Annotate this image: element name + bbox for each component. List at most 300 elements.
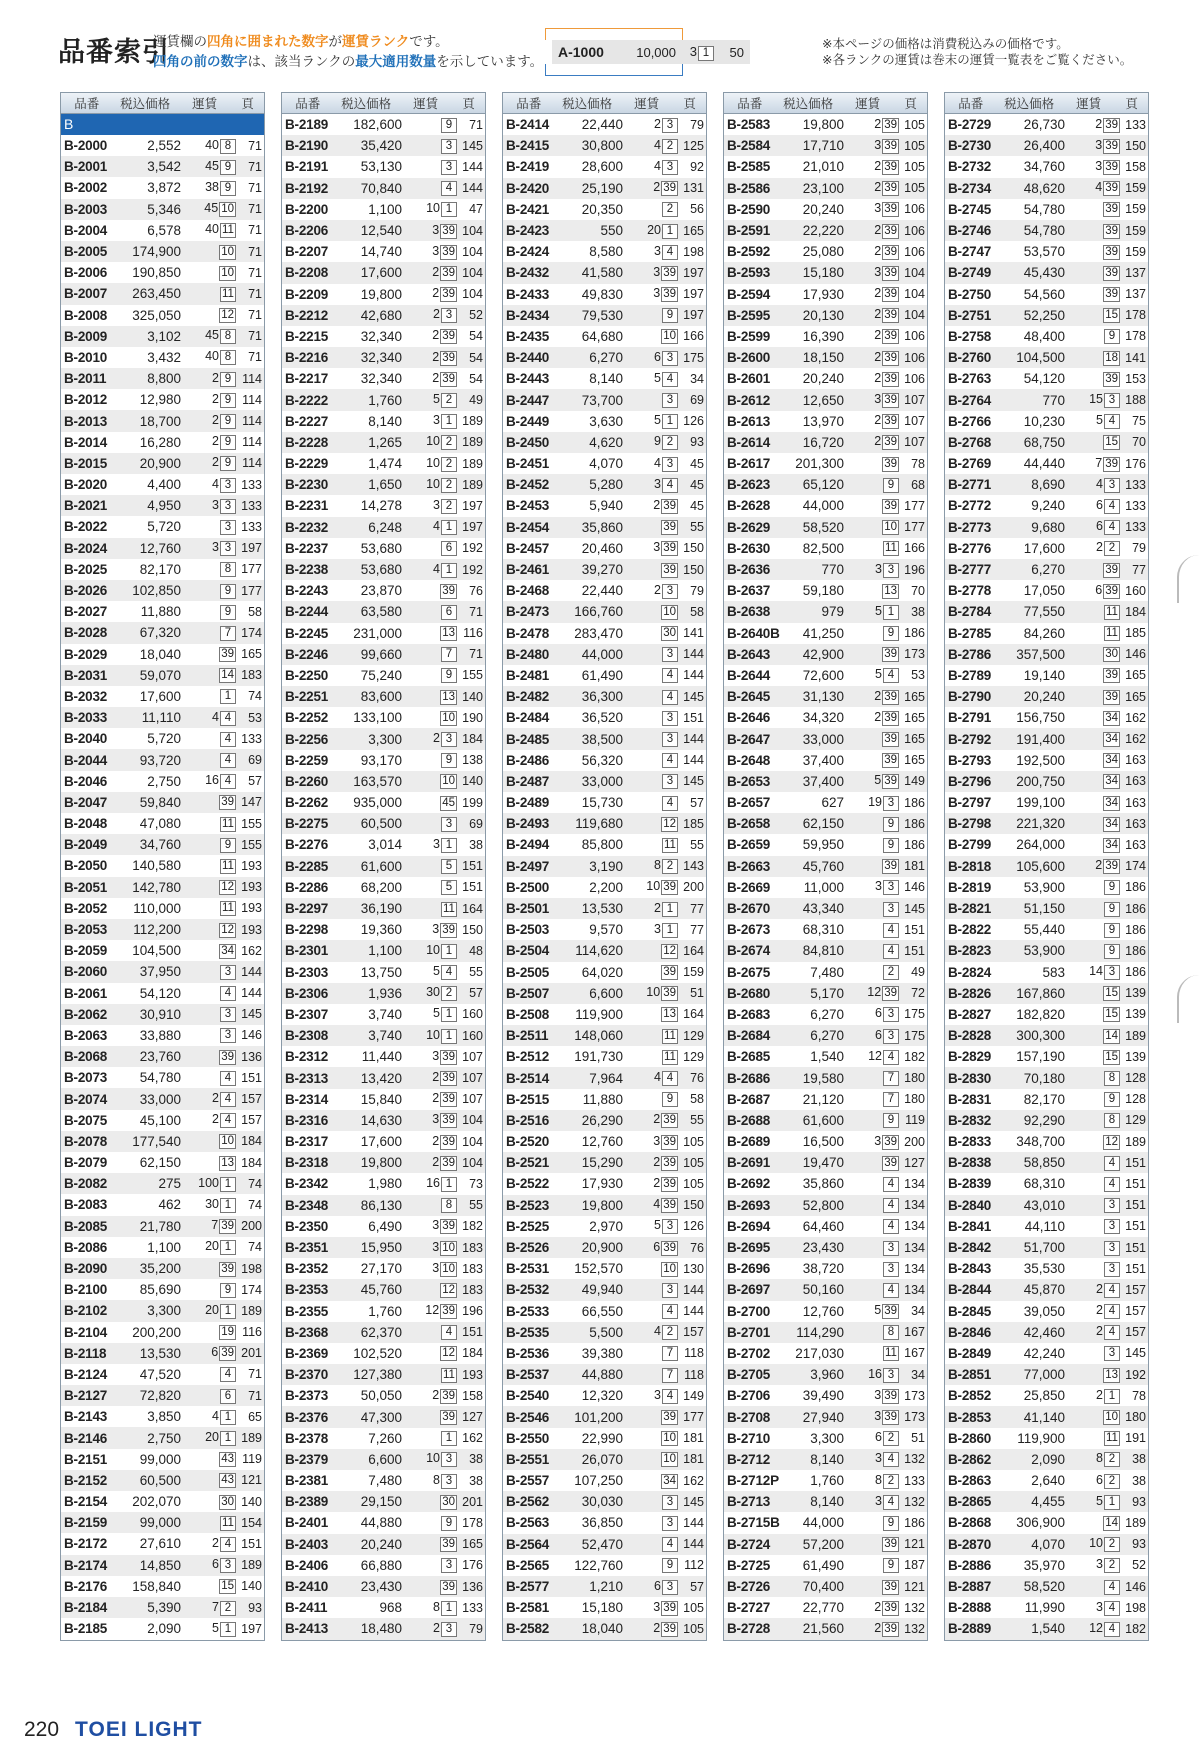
freight [402, 1028, 457, 1044]
freight-rank-box: 39 [884, 1389, 897, 1402]
freight [623, 117, 678, 133]
freight-rank-box: 4 [220, 1113, 236, 1128]
table-row [724, 1046, 927, 1067]
max-qty: 8 [654, 858, 661, 873]
price: 17,050 [1023, 583, 1065, 599]
freight [844, 1112, 899, 1128]
max-qty: 2 [432, 1070, 440, 1085]
price: 275 [158, 1176, 181, 1192]
price: 3,740 [368, 1028, 402, 1044]
freight-rank-box: 10 [884, 521, 897, 534]
part-number: B-2636 [727, 562, 771, 578]
table-row [61, 495, 264, 516]
part-number: B-2712 [727, 1451, 771, 1467]
price: 99,660 [360, 646, 402, 662]
page-ref: 193 [241, 922, 262, 937]
table-row [282, 1449, 485, 1470]
freight [181, 434, 236, 450]
page-ref: 133 [1125, 520, 1146, 535]
table-row [503, 1491, 706, 1512]
freight [402, 244, 457, 260]
page-ref: 146 [241, 1028, 262, 1043]
freight-rank-box: 8 [1104, 1113, 1120, 1128]
price: 33,000 [139, 1091, 181, 1107]
page-ref: 51 [911, 1431, 925, 1446]
part-number: B-2252 [285, 710, 329, 726]
freight-rank-box: 39 [1105, 860, 1118, 873]
freight [844, 646, 899, 662]
price: 6,490 [368, 1218, 402, 1234]
page-ref: 155 [241, 816, 262, 831]
price: 201,300 [795, 456, 844, 472]
price: 15,180 [802, 265, 844, 281]
part-number: B-2685 [727, 1049, 771, 1065]
price: 20,900 [581, 1240, 623, 1256]
freight-rank-box: 3 [662, 1580, 678, 1595]
freight-rank-box: 3 [1104, 478, 1120, 493]
price: 99,000 [139, 1451, 181, 1467]
price: 3,850 [147, 1409, 181, 1425]
page-ref: 114 [242, 435, 262, 450]
part-number: B-2228 [285, 434, 329, 450]
intro-text [153, 32, 543, 72]
price: 36,190 [360, 901, 402, 917]
page-ref: 118 [684, 1346, 704, 1361]
page-ref: 72 [911, 986, 925, 1001]
page-ref: 128 [1125, 1071, 1146, 1086]
part-number: B-2151 [64, 1451, 108, 1467]
price: 85,690 [139, 1282, 181, 1298]
price: 37,400 [802, 752, 844, 768]
freight-rank-box: 39 [884, 775, 897, 788]
freight-rank-box: 39 [442, 1156, 455, 1169]
table-row [503, 1046, 706, 1067]
price: 1,474 [368, 456, 402, 472]
price: 8,580 [589, 244, 623, 260]
price: 50,160 [802, 1282, 844, 1298]
freight [181, 667, 236, 683]
freight [844, 1451, 899, 1467]
freight-rank-box: 1 [220, 1177, 236, 1192]
freight-rank-box: 39 [221, 1220, 234, 1233]
freight [402, 1261, 457, 1277]
freight [623, 1176, 678, 1192]
freight-rank-box: 39 [1105, 118, 1118, 131]
price: 35,530 [1023, 1261, 1065, 1277]
page-ref: 65 [248, 1409, 262, 1424]
page-ref: 136 [241, 1049, 262, 1064]
part-number: B-2727 [727, 1600, 771, 1616]
freight-rank-box: 1 [1104, 1495, 1120, 1510]
freight-rank-box: 2 [1104, 541, 1120, 556]
part-number: B-2522 [506, 1176, 550, 1192]
price: 15,840 [360, 1091, 402, 1107]
table-row [724, 178, 927, 199]
part-number: B-2831 [948, 1091, 992, 1107]
page-ref: 196 [904, 562, 925, 577]
price: 77,000 [1023, 1367, 1065, 1383]
freight [181, 392, 236, 408]
price: 44,000 [802, 1515, 844, 1531]
price: 306,900 [1016, 1515, 1065, 1531]
page-ref: 186 [1125, 901, 1146, 916]
price: 142,780 [132, 879, 181, 895]
max-qty: 6 [875, 1430, 882, 1445]
freight-rank-box: 3 [441, 1474, 457, 1489]
page-ref: 162 [462, 1431, 483, 1446]
max-qty: 2 [653, 1175, 661, 1190]
page-ref: 184 [241, 1155, 262, 1170]
max-qty: 2 [433, 731, 440, 746]
page-ref: 140 [462, 774, 483, 789]
freight [1065, 731, 1120, 747]
part-number: B-2215 [285, 328, 329, 344]
table-row [945, 495, 1148, 516]
part-number: B-2760 [948, 350, 992, 366]
freight-rank-box: 39 [221, 1262, 234, 1275]
price: 13,420 [360, 1070, 402, 1086]
freight-rank-box: 39 [442, 1538, 455, 1551]
page-ref: 180 [904, 1092, 925, 1107]
page-ref: 145 [683, 1494, 704, 1509]
freight-rank-box: 39 [442, 224, 455, 237]
freight [844, 1006, 899, 1022]
price: 190,850 [132, 265, 181, 281]
price: 26,730 [1023, 117, 1065, 133]
price: 2,200 [589, 879, 623, 895]
table-row [945, 1152, 1148, 1173]
part-number: B-2415 [506, 138, 550, 154]
part-number: B-2230 [285, 477, 329, 493]
part-number: B-2550 [506, 1430, 550, 1446]
freight-rank-box: 4 [662, 372, 678, 387]
column-header: 運賃 [634, 96, 660, 111]
table-row [282, 792, 485, 813]
freight [1065, 1176, 1120, 1192]
page-ref: 38 [1132, 1473, 1146, 1488]
price: 53,900 [1023, 943, 1065, 959]
part-number: B-2843 [948, 1261, 992, 1277]
page-ref: 107 [462, 1071, 483, 1086]
freight-rank-box: 39 [884, 182, 897, 195]
table-row [282, 728, 485, 749]
table-row [503, 1067, 706, 1088]
table-row [945, 326, 1148, 347]
footer [24, 1718, 203, 1742]
freight-rank-box: 39 [1105, 288, 1118, 301]
price: 12,540 [360, 223, 402, 239]
page-ref: 139 [1125, 1049, 1146, 1064]
freight-rank-box: 39 [442, 330, 455, 343]
freight-rank-box: 39 [663, 1241, 676, 1254]
page-ref: 121 [904, 1579, 925, 1594]
freight-rank-box: 4 [883, 668, 899, 683]
table-row [282, 898, 485, 919]
table-row [945, 411, 1148, 432]
page-ref: 192 [1125, 1367, 1146, 1382]
freight-rank-box: 3 [662, 732, 678, 747]
part-number: B-2612 [727, 392, 771, 408]
table-row [503, 750, 706, 771]
page-ref: 140 [241, 1579, 262, 1594]
freight [402, 1240, 457, 1256]
freight [844, 392, 899, 408]
page-ref: 196 [462, 1304, 483, 1319]
page-ref: 140 [462, 689, 483, 704]
freight [1065, 392, 1120, 408]
freight [402, 540, 457, 556]
price: 43,340 [802, 901, 844, 917]
freight-rank-box: 39 [884, 457, 897, 470]
max-qty: 2 [654, 116, 661, 131]
part-number: B-2370 [285, 1367, 329, 1383]
freight-rank-box: 43 [221, 1453, 234, 1466]
freight-rank-box: 39 [884, 711, 897, 724]
freight [844, 456, 899, 472]
page-ref: 163 [1125, 774, 1146, 789]
table-row [724, 220, 927, 241]
freight-rank-box: 2 [441, 435, 457, 450]
page-ref: 105 [683, 1600, 704, 1615]
price: 152,570 [574, 1261, 623, 1277]
part-number: B-2411 [285, 1600, 328, 1616]
freight [623, 583, 678, 599]
part-number: B-2473 [506, 604, 550, 620]
price: 38,720 [802, 1261, 844, 1277]
page-ref: 151 [241, 1536, 262, 1551]
page-ref: 104 [462, 223, 483, 238]
price: 32,340 [360, 371, 402, 387]
price: 6,248 [368, 519, 402, 535]
price: 16,390 [802, 328, 844, 344]
page-ref: 107 [462, 1049, 483, 1064]
price: 59,840 [139, 794, 181, 810]
table-row [61, 347, 264, 368]
freight [181, 1451, 236, 1467]
page-ref: 192 [462, 562, 483, 577]
freight [1065, 1240, 1120, 1256]
freight-rank-box: 8 [220, 139, 236, 154]
table-row [61, 749, 264, 770]
part-number: B-2747 [948, 244, 992, 260]
page-ref: 93 [1132, 1537, 1146, 1552]
max-qty: 7 [212, 1599, 219, 1614]
freight-rank-box: 10 [663, 1432, 676, 1445]
freight [844, 1579, 899, 1595]
table-row [945, 898, 1148, 919]
part-number: B-2592 [727, 244, 771, 260]
table-row [945, 601, 1148, 622]
page-ref: 54 [469, 371, 483, 386]
freight [623, 1028, 678, 1044]
freight-rank-box: 9 [662, 1558, 678, 1573]
price: 55,440 [1023, 922, 1065, 938]
freight [623, 1473, 678, 1489]
page-ref: 76 [690, 1240, 704, 1255]
freight-rank-box: 34 [1105, 754, 1118, 767]
part-number: B-2307 [285, 1006, 329, 1022]
freight [623, 604, 678, 620]
freight [1065, 328, 1120, 344]
price: 67,320 [139, 625, 181, 641]
freight [402, 413, 457, 429]
price: 7,480 [810, 964, 844, 980]
price: 35,860 [802, 1176, 844, 1192]
max-qty: 3 [654, 1387, 661, 1402]
page-ref: 106 [904, 244, 925, 259]
price: 14,278 [360, 498, 402, 514]
page-ref: 159 [683, 965, 704, 980]
freight-rank-box: 39 [442, 1072, 455, 1085]
page-ref: 144 [683, 1282, 704, 1297]
page-ref: 187 [904, 1558, 925, 1573]
part-number: B-2174 [64, 1557, 108, 1573]
price: 54,560 [1023, 286, 1065, 302]
freight-rank-box: 12 [663, 944, 676, 957]
price: 70,400 [802, 1579, 844, 1595]
freight [623, 795, 678, 811]
freight-rank-box: 4 [220, 732, 236, 747]
table-row [945, 940, 1148, 961]
price: 8,800 [147, 371, 181, 387]
price: 22,990 [581, 1430, 623, 1446]
price: 263,450 [132, 286, 181, 302]
freight-rank-box: 39 [663, 563, 676, 576]
freight [623, 244, 678, 260]
freight [1065, 180, 1120, 196]
part-number: B-2852 [948, 1388, 992, 1404]
table-row [724, 580, 927, 601]
freight [844, 1473, 899, 1489]
table-row [503, 199, 706, 220]
price: 30,030 [581, 1494, 623, 1510]
freight-rank-box: 39 [1105, 182, 1118, 195]
part-number: B-2487 [506, 773, 550, 789]
price: 1,100 [368, 943, 402, 959]
table-row [945, 1025, 1148, 1046]
part-number: B-2730 [948, 138, 992, 154]
freight-rank-box: 2 [441, 499, 457, 514]
freight-rank-box: 39 [663, 1177, 676, 1190]
price: 102,850 [132, 583, 181, 599]
freight [402, 562, 457, 578]
page-ref: 162 [683, 1473, 704, 1488]
price: 53,900 [1023, 879, 1065, 895]
max-qty: 20 [205, 1302, 219, 1317]
part-number: B-2350 [285, 1218, 329, 1234]
freight [844, 752, 899, 768]
freight [181, 561, 236, 577]
table-row [503, 1237, 706, 1258]
sample-rank-box: 1 [698, 46, 714, 61]
table-row [282, 601, 485, 622]
part-number: B-2585 [727, 159, 771, 175]
price: 58,520 [1023, 1579, 1065, 1595]
part-number: B-2378 [285, 1430, 329, 1446]
part-number: B-2860 [948, 1430, 992, 1446]
price: 59,180 [802, 583, 844, 599]
freight [1065, 413, 1120, 429]
table-row [503, 474, 706, 495]
freight [623, 1261, 678, 1277]
page-ref: 53 [911, 668, 925, 683]
part-number: B-2853 [948, 1409, 992, 1425]
freight [1065, 1303, 1120, 1319]
column-header: 頁 [1125, 96, 1138, 111]
table-row [61, 1449, 264, 1470]
freight [1065, 1070, 1120, 1086]
page-ref: 116 [463, 626, 483, 641]
price: 550 [600, 223, 623, 239]
part-number: B-2009 [64, 328, 108, 344]
part-number: B-2777 [948, 562, 992, 578]
page-ref: 71 [469, 604, 483, 619]
table-row [945, 1406, 1148, 1427]
part-number: B-2152 [64, 1472, 108, 1488]
part-number: B-2617 [727, 456, 771, 472]
part-number: B-2640B [727, 625, 780, 641]
part-number: B-2376 [285, 1409, 329, 1425]
price: 64,020 [581, 964, 623, 980]
table-row [945, 665, 1148, 686]
page-ref: 144 [241, 964, 262, 979]
page-ref: 146 [1125, 647, 1146, 662]
price: 35,860 [581, 519, 623, 535]
table-row [724, 1470, 927, 1491]
freight [844, 1494, 899, 1510]
table-row [282, 1301, 485, 1322]
freight-rank-box: 39 [442, 245, 455, 258]
table-row [61, 622, 264, 643]
page-ref: 185 [683, 816, 704, 831]
price: 84,260 [1023, 625, 1065, 641]
table-header [61, 93, 264, 114]
table-row [282, 1258, 485, 1279]
table-header [282, 93, 485, 114]
part-number: B-2562 [506, 1494, 550, 1510]
part-number: B-2784 [948, 604, 992, 620]
table-row [61, 940, 264, 961]
freight [181, 371, 236, 387]
page-ref: 71 [469, 647, 483, 662]
freight [844, 371, 899, 387]
price: 25,850 [1023, 1388, 1065, 1404]
page-ref: 183 [462, 1282, 483, 1297]
freight-rank-box: 1 [220, 1622, 236, 1637]
max-qty: 2 [432, 1091, 440, 1106]
page-ref: 55 [690, 1113, 704, 1128]
price: 8,140 [810, 1494, 844, 1510]
freight [844, 1176, 899, 1192]
table-row [282, 1216, 485, 1237]
page-ref: 71 [248, 1367, 262, 1382]
table-row [282, 389, 485, 410]
freight-rank-box: 39 [221, 648, 234, 661]
freight-rank-box: 39 [884, 436, 897, 449]
table-row [724, 983, 927, 1004]
part-number: B-2846 [948, 1324, 992, 1340]
part-number: B-2078 [64, 1133, 108, 1149]
price: 5,720 [147, 519, 181, 535]
price: 48,400 [1023, 328, 1065, 344]
price: 104,500 [1016, 350, 1065, 366]
part-number: B-2420 [506, 180, 550, 196]
freight [623, 1155, 678, 1171]
part-number: B-2452 [506, 477, 550, 493]
freight [623, 1430, 678, 1446]
freight [623, 1091, 678, 1107]
table-row [282, 135, 485, 156]
